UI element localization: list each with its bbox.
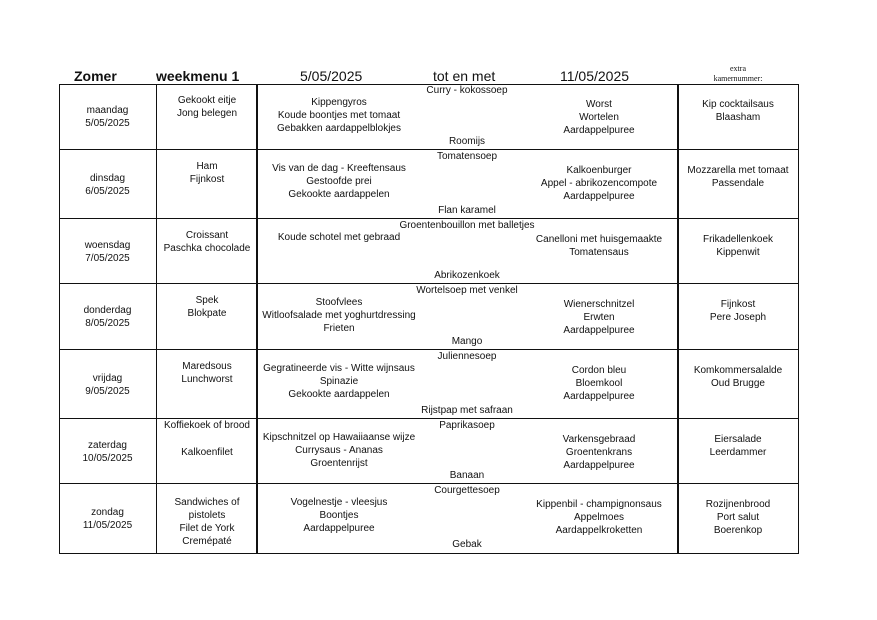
breakfast-cell-line: Kalkoenfilet [181,447,233,458]
main-dish-left-line: Stoofvlees [315,297,363,308]
extra-cell-line: Port salut [716,512,760,523]
main-dish-left-line: Koude schotel met gebraad [277,232,401,243]
main-dish-left [259,362,419,410]
extra-cell-line: Boerenkop [713,525,763,536]
day-cell-line: 7/05/2025 [85,252,130,264]
soup-cell-line: Groentenbouillon met balletjes [399,220,535,231]
day-row-woensdag [59,219,798,284]
main-dish-right-line: Aardappelkroketten [555,525,643,536]
main-dish-left-line: Kippengyros [311,97,367,108]
breakfast-cell-line: Gekookt eitje [177,95,237,106]
main-dish-left-line: Gekookte aardappelen [288,389,390,400]
extra-label-line1: extra [730,64,746,73]
day-cell-line: zaterdag [88,439,127,451]
breakfast-cell [158,94,256,144]
day-cell [59,84,156,150]
extra-cell [678,233,798,278]
day-cell [59,150,156,219]
main-dish-right-line: Kalkoenburger [566,165,632,176]
dessert-cell [257,538,677,551]
day-cell [59,284,156,350]
day-cell [59,419,156,484]
day-cell-line: zondag [91,506,124,518]
main-dish-right-line: Wienerschnitzel [563,299,635,310]
main-dish-right-line: Appelmoes [573,512,625,523]
main-dish-right-line: Wortelen [579,112,619,123]
main-dish-left-line: Vogelnestje - vleesjus [290,497,388,508]
day-row-dinsdag [59,150,798,219]
day-cell-line: 6/05/2025 [85,185,130,197]
breakfast-cell-line: Koffiekoek of brood [164,420,250,431]
soup-cell-line: Curry - kokossoep [426,85,508,96]
day-cell [59,484,156,553]
extra-cell-line: Pere Joseph [709,312,767,323]
main-dish-left-line: Groentenrijst [310,458,368,469]
season-label: Zomer [74,68,117,84]
main-dish-right-line: Cordon bleu [571,365,627,376]
soup-cell-line: Juliennesoep [437,351,497,362]
extra-cell-line: Frikadellenkoek [702,234,774,245]
breakfast-cell-line: Sandwiches of pistolets [174,497,240,521]
main-dish-right-line: Worst [586,99,612,110]
main-dish-left-line: Boontjes [319,510,359,521]
extra-cell-line: Komkommersalalde [693,365,783,376]
dessert-cell-line: Abrikozenkoek [434,270,500,281]
main-dish-left [259,162,419,210]
main-dish-left-line: Frieten [323,323,355,334]
breakfast-cell-line: Spek [195,295,219,306]
main-dish-left-line: Aardappelpuree [303,523,375,534]
day-row-donderdag [59,284,798,350]
main-dish-right-line: Appel - abrikozencompote [540,178,658,189]
day-cell-line: 8/05/2025 [85,318,130,329]
day-row-zondag [59,484,798,552]
to-date: 11/05/2025 [560,68,630,84]
extra-cell-line: Mozzarella met tomaat [687,165,789,176]
dessert-cell [257,269,677,282]
main-dish-right-line: Aardappelpuree [563,125,635,136]
extra-cell-line: Passendale [711,178,765,189]
dessert-cell-line: Roomijs [448,136,486,147]
extra-cell [678,433,798,478]
range-separator: tot en met [433,68,496,84]
main-dish-left-line: Witloofsalade met yoghurtdressing [262,310,416,321]
dessert-cell [257,335,677,348]
day-cell-line: 5/05/2025 [85,118,130,129]
dessert-cell-line: Gebak [452,539,482,550]
day-cell [59,350,156,419]
main-dish-left-line: Gegratineerde vis - Witte wijnsaus [263,363,415,374]
from-date: 5/05/2025 [300,68,363,84]
day-row-maandag [59,84,798,150]
day-cell-line: donderdag [83,305,132,316]
breakfast-cell [158,419,256,459]
main-dish-right-line: Aardappelpuree [563,391,635,402]
soup-cell-line: Wortelsoep met venkel [416,285,518,296]
dessert-cell-line: Flan karamel [438,205,496,216]
extra-label-line2: kamernummer: [713,74,763,83]
dessert-cell-line: Rijstpap met safraan [421,405,513,416]
breakfast-cell-line: Filet de York [179,523,235,534]
breakfast-cell-line: Croissant [185,230,229,241]
extra-cell [678,298,798,344]
dessert-cell [257,204,677,217]
week-label: weekmenu 1 [156,68,240,84]
day-cell-line: vrijdag [92,372,123,384]
main-dish-left-line: Gekookte aardappelen [288,189,390,200]
breakfast-cell-line: Fijnkost [189,174,225,185]
breakfast-cell-line: Paschka chocolade [163,243,251,254]
breakfast-cell-line: Ham [196,161,218,172]
soup-cell-line: Paprikasoep [439,420,495,431]
extra-cell-line: Blaasham [715,112,761,123]
extra-cell-line: Rozijnenbrood [705,499,771,510]
main-dish-right-line: Tomatensaus [569,247,629,258]
breakfast-cell-line: Maredsous [182,361,232,372]
extra-cell-line: Fijnkost [720,299,756,310]
main-dish-right-line: Bloemkool [575,378,623,389]
main-dish-right-line: Aardappelpuree [563,325,635,336]
main-dish-left-line: Spinazie [319,376,359,387]
main-dish-left-line: Currysaus - Ananas [295,445,383,456]
main-dish-left-line: Gestoofde prei [306,176,372,187]
extra-cell-line: Oud Brugge [711,378,765,389]
extra-cell [678,498,798,547]
main-dish-left-line: Vis van de dag - Kreeftensaus [272,163,406,174]
extra-cell-line: Kip cocktailsaus [702,99,774,110]
main-dish-right-line: Kippenbil - champignonsaus [536,499,662,510]
extra-cell [678,164,798,213]
soup-cell-line: Courgettesoep [434,485,500,496]
breakfast-cell [158,496,256,549]
main-dish-left-line: Koude boontjes met tomaat [277,110,401,121]
main-dish-right-line: Aardappelpuree [563,191,635,202]
dessert-cell-line: Banaan [449,470,485,481]
day-cell-line: 9/05/2025 [85,385,130,397]
day-cell [59,219,156,284]
breakfast-cell-line: Blokpate [187,308,227,319]
day-cell-line: woensdag [84,239,131,251]
breakfast-cell-line: Cremépaté [182,536,232,547]
breakfast-cell-line: Jong belegen [176,108,238,119]
soup-cell-line: Tomatensoep [436,151,498,162]
dessert-cell-line: Mango [451,336,483,347]
main-dish-right-line: Canelloni met huisgemaakte [535,234,663,245]
main-dish-right-line: Groentenkrans [565,447,633,458]
day-row-zaterdag [59,419,798,484]
main-dish-left-line: Kipschnitzel op Hawaiiaanse wijze [262,432,416,443]
extra-room-label [706,64,770,84]
main-dish-left [259,496,419,544]
main-dish-right-line: Varkensgebraad [562,434,636,445]
breakfast-cell [158,229,256,278]
extra-cell-line: Kippenwit [716,247,760,258]
main-dish-left-line: Gebakken aardappelblokjes [277,123,401,134]
extra-cell-line: Leerdammer [709,447,767,458]
extra-cell [678,364,798,413]
breakfast-cell [158,160,256,213]
main-dish-right-line: Aardappelpuree [563,460,635,471]
day-cell-line: dinsdag [89,172,126,184]
main-dish-right-line: Erwten [583,312,615,323]
dessert-cell [257,135,677,148]
day-row-vrijdag [59,350,798,419]
day-cell-line: 10/05/2025 [82,452,133,464]
extra-cell-line: Eiersalade [714,434,762,445]
day-cell-line: maandag [86,105,129,116]
breakfast-cell-line: Lunchworst [181,374,233,385]
extra-cell [678,98,798,144]
breakfast-cell [158,294,256,344]
dessert-cell [257,404,677,417]
day-cell-line: 11/05/2025 [82,519,133,531]
dessert-cell [257,469,677,482]
breakfast-cell [158,360,256,413]
